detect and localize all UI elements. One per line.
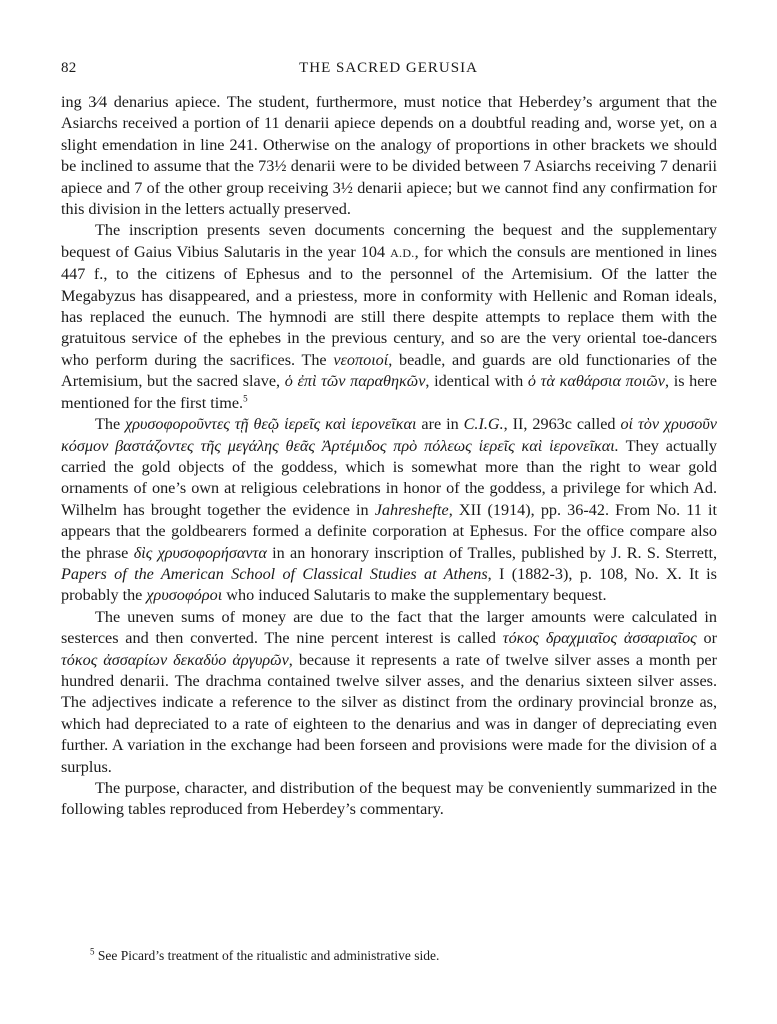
text-run: ing 3⁄4 denarius apiece. The student, furthermore, must notice that Heberdey’s argument that the Asiarchs received a portion of 11 denarii apiece depends on a doubtful reading and, worse yet, on a slight emendation in line 241. Otherwise on the analogy of proportions in other brackets we should be inclined to assume that the 73½ denarii were to be divided between 7 Asiarchs receiving 7 denarii apiece and 7 of the other group receiving 3½ denarii apiece; but we cannot find any confirmation for this division in the letters actually preserved. [61, 93, 717, 219]
paragraph-gold-bearers [61, 414, 717, 607]
era-abbreviation: A.D. [390, 245, 415, 260]
text-run: They actually carried the gold objects of the goddess, which is somewhat more than the right to wear gold ornaments of one’s own at religious celebrations in honor of the goddess, a privilege for which Ad. Wilhelm has brought together the evidence in [61, 436, 717, 519]
footnote-mark: 5 [90, 946, 95, 957]
page-header [61, 60, 716, 82]
text-run: or [696, 629, 717, 648]
text-run: The uneven sums of money are due to the fact that the larger amounts were calculated in sesterces and then converted. The nine percent interest is called [61, 607, 717, 648]
text-run: , for which the consuls are mentioned in lines 447 f., to the citizens of Ephesus and to the personnel of the Artemisium. Of the latter the Megabyzus has disappeared, and a priestess, more in conformity with Hellenic and Roman ideals, has replaced the eunuch. The hymnodi are still there despite attempts to replace them with the gratuitous service of the ephebes in the previous century, and so are the very oriental toe-dancers who perform during the sacrifices. The [61, 242, 717, 369]
text-run: , because it represents a rate of twelve silver asses a month per hundred denarii. The drachma contained twelve silver asses, and the denarius sixteen silver asses. The adjectives indicate a reference to the silver as distinct from the ordinary provincial bronze as, which had depreciated to a rate of eighteen to the denarius and was in danger of depreciating even further. A variation in the exchange had been forseen and provisions were made for the division of a surplus. [61, 650, 718, 776]
page-number: 82 [61, 60, 77, 76]
greek-term: ὁ ἐπὶ τῶν παραθηκῶν [284, 372, 426, 391]
text-run: , is here mentioned for the first time. [61, 372, 717, 412]
text-run: , II, 2963c called [503, 415, 621, 434]
text-run: in an honorary inscription of Tralles, published by J. R. S. Sterrett, [266, 543, 717, 562]
citation-title: Jahreshefte [374, 500, 449, 519]
greek-term: δὶς χρυσοφορήσαντα [133, 543, 267, 562]
footnote-text: See Picard’s treatment of the ritualistic and administrative side. [94, 948, 440, 963]
body-text [61, 92, 717, 821]
paragraph-inscription-documents [61, 220, 717, 414]
text-run: The [95, 415, 126, 434]
paragraph-continuation [61, 92, 717, 220]
greek-quotation: οἱ τὸν χρυσοῦν κόσμον βαστάζοντες τῆς μεγάλης θεᾶς Ἀρτέμιδος πρὸ πόλεως ἱερεῖς καὶ ἱερονεῖκαι. [61, 415, 717, 455]
text-run: , identical with [425, 372, 528, 391]
text-run: , I (1882-3), p. 108, No. X. It is probably the [61, 564, 717, 605]
greek-term: χρυσοφόροι [146, 586, 223, 605]
citation-title: C.I.G. [463, 415, 504, 434]
paragraph-tables-intro [61, 778, 717, 821]
greek-term: τόκος ἀσσαρίων δεκαδύο ἀργυρῶν [61, 650, 289, 669]
text-run: , beadle, and guards are old functionaries of the Artemisium, but the sacred slave, [61, 350, 717, 391]
running-title: THE SACRED GERUSIA [299, 60, 478, 76]
footnote [90, 947, 710, 965]
text-run: , XII (1914), pp. 36-42. From No. 11 it appears that the goldbearers formed a definite corporation at Ephesus. For the office compare also the phrase [61, 500, 717, 562]
greek-term: ὁ τὰ καθάρσια ποιῶν [527, 372, 665, 391]
greek-term: νεοποιοί [333, 350, 389, 369]
citation-title: Papers of the American School of Classical Studies at Athens [61, 564, 488, 583]
text-run: The inscription presents seven documents concerning the bequest and the supplementary bequest of Gaius Vibius Salutaris in the year 104 [61, 221, 717, 261]
greek-term: τόκος δραχμιαῖος ἀσσαριαῖος [502, 629, 697, 648]
text-run: who induced Salutaris to make the supplementary bequest. [222, 586, 607, 605]
paragraph-interest-rates [61, 607, 717, 778]
text-run: The purpose, character, and distribution of the bequest may be conveniently summarized in the following tables reproduced from Heberdey’s commentary. [61, 779, 717, 819]
greek-term: χρυσοφοροῦντες τῇ θεῷ ἱερεῖς καὶ ἱερονεῖκαι [125, 415, 417, 434]
text-run: are in [416, 415, 464, 434]
footnote-reference[interactable]: 5 [243, 393, 248, 404]
